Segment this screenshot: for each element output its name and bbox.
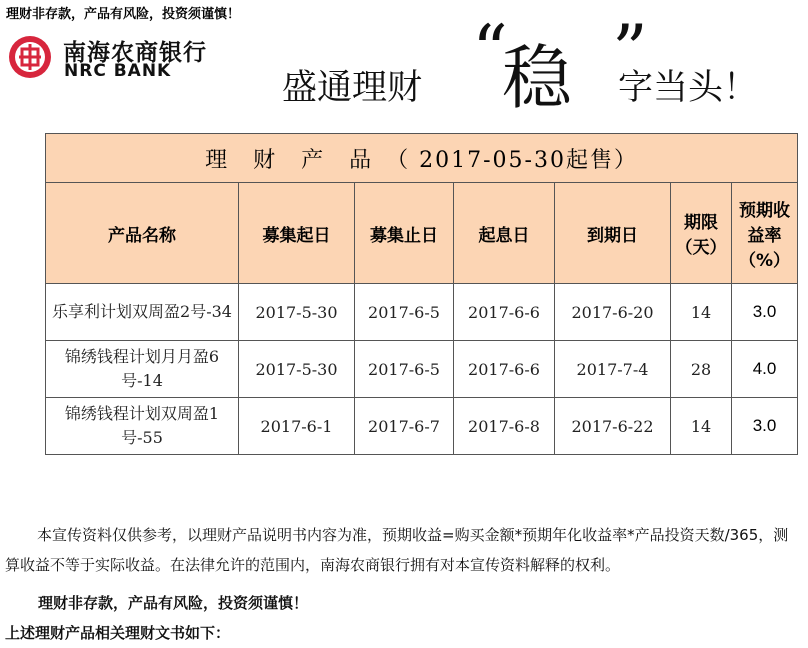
table-row (46, 284, 798, 341)
bank-logo (7, 34, 247, 84)
header-product-name: 产品名称 (46, 183, 239, 284)
slogan-emphasis: 稳 (502, 37, 572, 119)
top-risk-warning: 理财非存款，产品有风险，投资须谨慎！ (6, 7, 241, 22)
bank-name-cn: 南海农商银行 (63, 40, 207, 66)
table-header-row (46, 183, 798, 284)
value-date: 2017-6-8 (454, 398, 555, 455)
table-title-row (46, 134, 798, 183)
risk-warning-paragraph: 理财非存款，产品有风险，投资须谨慎！ (38, 594, 309, 612)
slogan-open-quote: “ (472, 10, 508, 92)
slogan-suffix: 字当头！ (618, 68, 759, 108)
product-name: 乐享利计划双周盈2号-34 (46, 284, 239, 341)
documents-intro: 上述理财产品相关理财文书如下： (5, 624, 231, 642)
header-term: 期限（天） (671, 183, 732, 284)
value-date: 2017-6-6 (454, 284, 555, 341)
table-row (46, 398, 798, 455)
start-date: 2017-6-1 (239, 398, 355, 455)
slogan-prefix: 盛通理财 (282, 68, 423, 108)
term-days: 14 (671, 398, 732, 455)
header-value-date: 起息日 (454, 183, 555, 284)
bank-name-en: NRC BANK (64, 61, 172, 81)
slogan-close-quote: ” (612, 10, 648, 92)
table-row (46, 341, 798, 398)
header-maturity-date: 到期日 (555, 183, 671, 284)
expected-rate: 4.0 (732, 341, 798, 398)
header-end-date: 募集止日 (355, 183, 454, 284)
start-date: 2017-5-30 (239, 284, 355, 341)
table-title: 理 财 产 品 （ 2017-05-30起售） (46, 134, 798, 183)
header-rate: 预期收益率（%） (732, 183, 798, 284)
expected-rate: 3.0 (732, 398, 798, 455)
term-days: 14 (671, 284, 732, 341)
product-name: 锦绣钱程计划月月盈6号-14 (46, 341, 239, 398)
disclaimer-paragraph: 本宣传资料仅供参考，以理财产品说明书内容为准，预期收益=购买金额*预期年化收益率*产品投资天数/365，测算收益不等于实际收益。在法律允许的范围内，南海农商银行拥有对本宣传资料解释的权利。 (5, 526, 789, 574)
term-days: 28 (671, 341, 732, 398)
end-date: 2017-6-7 (355, 398, 454, 455)
end-date: 2017-6-5 (355, 284, 454, 341)
nrc-bank-logo-icon (7, 34, 53, 80)
product-name: 锦绣钱程计划双周盈1号-55 (46, 398, 239, 455)
product-table (45, 133, 798, 455)
start-date: 2017-5-30 (239, 341, 355, 398)
header-start-date: 募集起日 (239, 183, 355, 284)
value-date: 2017-6-6 (454, 341, 555, 398)
maturity-date: 2017-7-4 (555, 341, 671, 398)
end-date: 2017-6-5 (355, 341, 454, 398)
expected-rate: 3.0 (732, 284, 798, 341)
maturity-date: 2017-6-20 (555, 284, 671, 341)
maturity-date: 2017-6-22 (555, 398, 671, 455)
